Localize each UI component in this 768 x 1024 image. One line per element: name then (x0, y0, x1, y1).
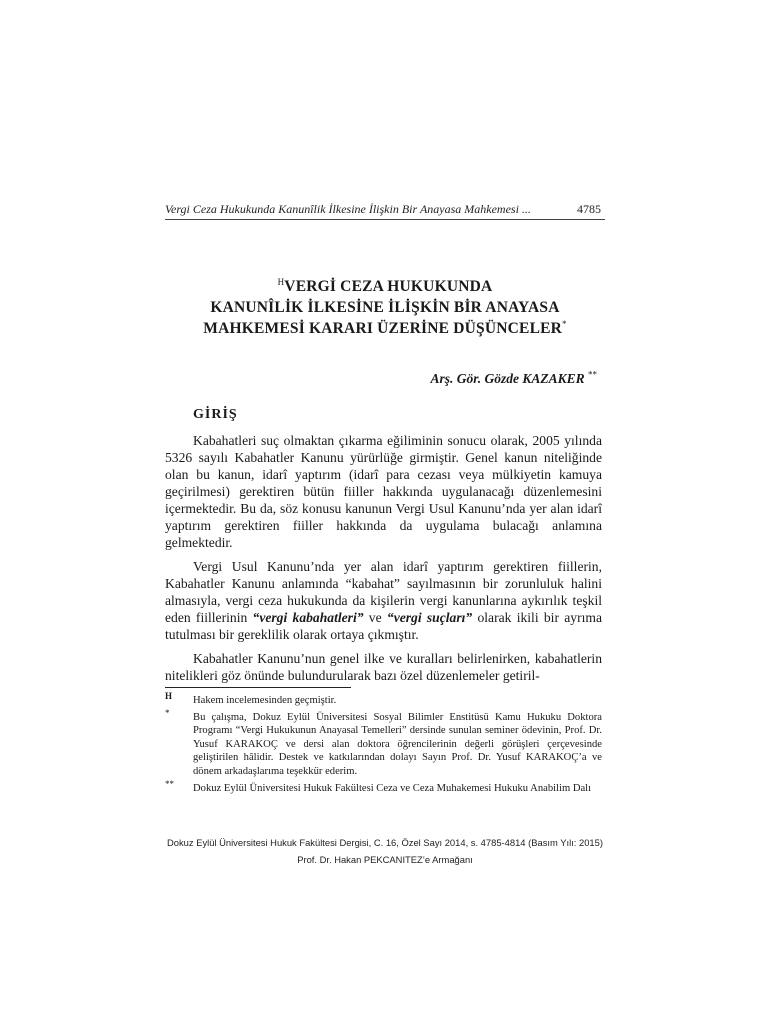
emphasis-vergi-kabahatleri: “vergi kabahatleri” (252, 610, 364, 625)
author-name: Arş. Gör. Gözde KAZAKER ** (430, 369, 597, 386)
footnote-text: Hakem incelemesinden geçmiştir. (193, 695, 337, 706)
article-title (165, 276, 605, 339)
journal-footer (165, 834, 605, 868)
festschrift-line: Prof. Dr. Hakan PEKCANITEZ’e Armağanı (297, 854, 473, 865)
footnote-mark: * (165, 707, 170, 718)
paragraph-3: Kabahatler Kanunu’nun genel ilke ve kuralları belirlenirken, kabahatlerin nitelikleri göz önünde bulundurularak bazı özel düzenlemeler getiril- (165, 651, 602, 683)
footnote-text: Dokuz Eylül Üniversitesi Hukuk Fakültesi Ceza ve Ceza Muhakemesi Hukuku Anabilim Dalı (193, 782, 592, 794)
title-footnote-mark: * (562, 318, 567, 329)
footnote-mark: H (165, 691, 173, 701)
author-footnote-mark: ** (588, 369, 597, 380)
body-text (165, 432, 602, 684)
footnote-text: Bu çalışma, Dokuz Eylül Üniversitesi Sosyal Bilimler Enstitüsü Kamu Hukuku Doktora Programı “Vergi Hukukunun Anayasal Temelleri” dersinde sunulan seminer ödevinin, Prof. Dr. Yusuf KARAKOÇ ve dersi alan doktora öğrencilerinin değerli görüşleri çerçevesinde geliştirilen hâlidir. Destek ve katkılarından dolayı Sayın Prof. Dr. Yusuf KARAKOÇ’a ve dönem arkadaşlarıma teşekkür ederim. (193, 711, 602, 777)
section-heading: GİRİŞ (193, 407, 238, 422)
footnotes (165, 691, 602, 798)
running-header-title: Vergi Ceza Hukukunda Kanunîlik İlkesine İlişkin Bir Anayasa Mahkemesi ... (165, 202, 531, 216)
title-line-2: KANUNÎLİK İLKESİNE İLİŞKİN BİR ANAYASA (210, 299, 560, 316)
emphasis-vergi-suclari: “vergi suçları” (386, 610, 473, 625)
title-mark: H (277, 276, 285, 287)
journal-citation: Dokuz Eylül Üniversitesi Hukuk Fakültesi Dergisi, C. 16, Özel Sayı 2014, s. 4785-4814 (Basım Yılı: 2015) (167, 837, 603, 848)
title-line-3: MAHKEMESİ KARARI ÜZERİNE DÜŞÜNCELER* (203, 318, 567, 337)
header-rule (165, 219, 605, 220)
footnote-affiliation (165, 778, 602, 796)
footnote-separator (165, 687, 351, 688)
title-line-1: $^H$VERGİ CEZA HUKUKUNDA (277, 276, 493, 295)
paragraph-1: Kabahatleri suç olmaktan çıkarma eğiliminin sonucu olarak, 2005 yılında 5326 sayılı Kabahatler Kanunu yürürlüğe girmiştir. Genel kanun niteliğinde olan bu kanun, idarî yaptırım (idarî para cezası veya mülkiyetin kamuya geçirilmesi) gerektiren bütün fiiller hakkında uygulanacağı düzenlemesini içermektedir. Bu da, söz konusu kanunun Vergi Usul Kanunu’nda yer alan idarî yaptırım gerektiren fiiller hakkında da uygulama bulacağı anlamına gelmektedir. (165, 433, 602, 550)
footnote-seminar (165, 707, 602, 779)
paragraph-2: Vergi Usul Kanunu’nda yer alan idarî yaptırım gerektiren fiillerin, Kabahatler Kanunu anlamında “kabahat” sayılmasının bir zorunluluk halini almasıyla, vergi ceza hukukunda da kişilerin vergi kanunlarına aykırılık teşkil eden fiillerinin “vergi kabahatleri” ve “vergi suçları” olarak ikili bir ayrıma tutulması bir gereklilik olarak ortaya çıkmıştır. (165, 559, 602, 642)
page-number: 4785 (577, 202, 601, 216)
footnote-mark: ** (165, 778, 174, 789)
footnote-referee (165, 691, 602, 708)
